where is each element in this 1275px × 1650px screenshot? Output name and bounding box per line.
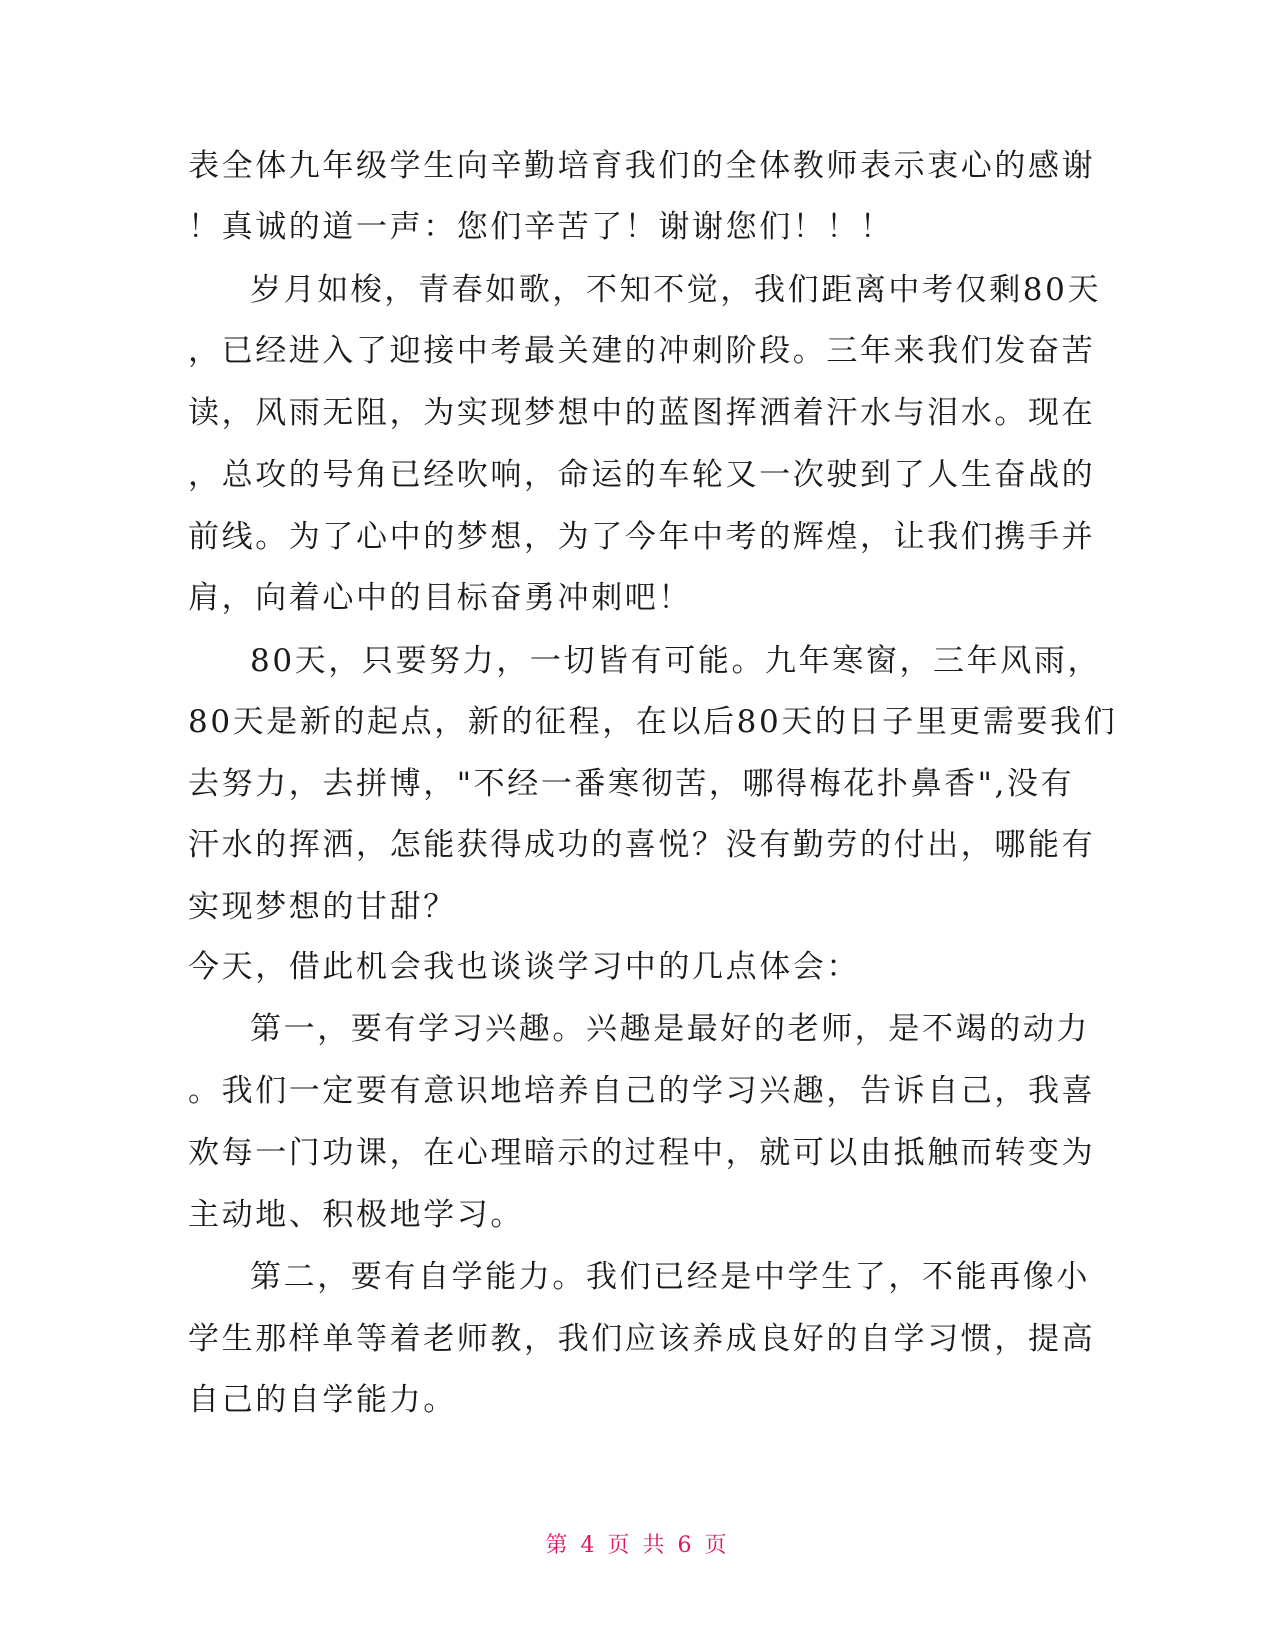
text-line: 去努力，去拼博，"不经一番寒彻苦，哪得梅花扑鼻香",没有 bbox=[188, 766, 1075, 802]
text-line: 表全体九年级学生向辛勤培育我们的全体教师表示衷心的感谢 bbox=[188, 148, 1096, 184]
text-line: 岁月如梭，青春如歌，不知不觉，我们距离中考仅剩80天 bbox=[250, 272, 1102, 308]
page-number-footer: 第 4 页 共 6 页 bbox=[545, 1533, 730, 1558]
text-line: 汗水的挥洒，怎能获得成功的喜悦？没有勤劳的付出，哪能有 bbox=[188, 827, 1096, 863]
text-line: 。我们一定要有意识地培养自己的学习兴趣，告诉自己，我喜 bbox=[188, 1073, 1096, 1109]
text-line: ，总攻的号角已经吹响，命运的车轮又一次驶到了人生奋战的 bbox=[188, 457, 1096, 493]
text-line: 80天，只要努力，一切皆有可能。九年寒窗，三年风雨， bbox=[250, 643, 1102, 679]
text-line: 肩，向着心中的目标奋勇冲刺吧！ bbox=[188, 580, 692, 616]
text-line: ！真诚的道一声：您们辛苦了！谢谢您们！！！ bbox=[188, 209, 894, 245]
text-line: 欢每一门功课，在心理暗示的过程中，就可以由抵触而转变为 bbox=[188, 1135, 1096, 1171]
text-line: 80天是新的起点，新的征程，在以后80天的日子里更需要我们 bbox=[188, 704, 1118, 740]
text-line: 实现梦想的甘甜？ bbox=[188, 889, 457, 925]
text-line: 自己的自学能力。 bbox=[188, 1382, 457, 1418]
text-line: 第二，要有自学能力。我们已经是中学生了，不能再像小 bbox=[250, 1259, 1090, 1295]
text-line: 前线。为了心中的梦想，为了今年中考的辉煌，让我们携手并 bbox=[188, 519, 1096, 555]
text-line: 主动地、积极地学习。 bbox=[188, 1197, 524, 1233]
text-line: ，已经进入了迎接中考最关建的冲刺阶段。三年来我们发奋苦 bbox=[188, 333, 1096, 369]
text-line: 学生那样单等着老师教，我们应该养成良好的自学习惯，提高 bbox=[188, 1321, 1096, 1357]
text-line: 今天，借此机会我也谈谈学习中的几点体会： bbox=[188, 949, 860, 985]
text-line: 第一，要有学习兴趣。兴趣是最好的老师，是不竭的动力 bbox=[250, 1011, 1090, 1047]
text-line: 读，风雨无阻，为实现梦想中的蓝图挥洒着汗水与泪水。现在 bbox=[188, 395, 1096, 431]
